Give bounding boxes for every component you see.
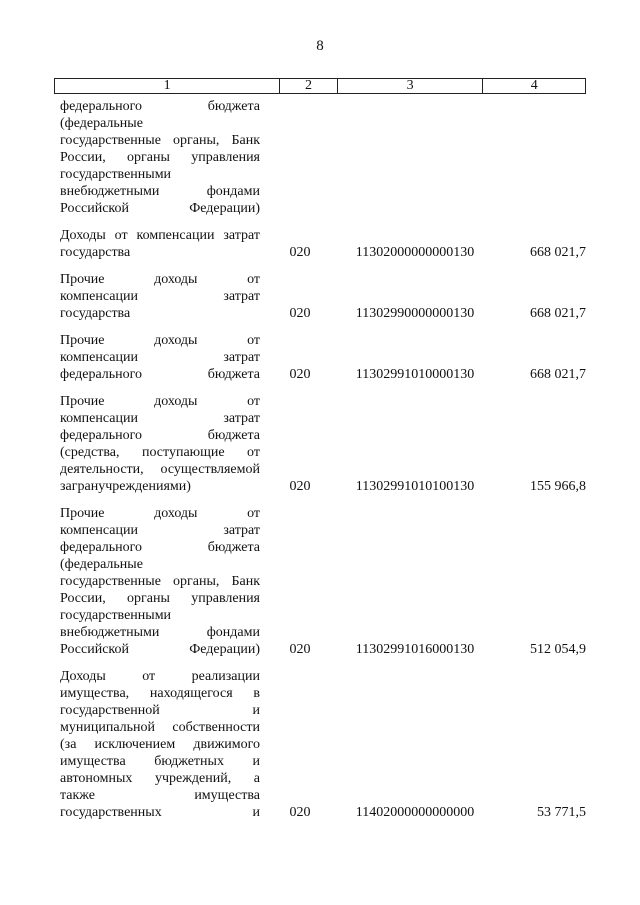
- row-amount: 155 966,8: [530, 479, 586, 494]
- row-code: 020: [289, 479, 311, 494]
- description-line: Прочие доходы от: [60, 394, 260, 409]
- row-description: [60, 98, 260, 217]
- description-line: федерального бюджета: [60, 540, 260, 555]
- header-col-3: 3: [338, 79, 483, 93]
- row-description: [60, 393, 260, 495]
- description-line: (средства, поступающие от: [60, 445, 260, 460]
- row-budget-code: 11402000000000000: [355, 805, 475, 820]
- description-line: муниципальной собственности: [60, 720, 260, 735]
- row-amount: 53 771,5: [537, 805, 586, 820]
- description-line: Прочие доходы от: [60, 272, 260, 287]
- table-row: [60, 505, 588, 658]
- description-line: федерального бюджета: [60, 99, 260, 114]
- table-row: [60, 332, 588, 383]
- description-line: государства: [60, 245, 131, 260]
- row-budget-code: 11302000000000130: [355, 245, 475, 260]
- table-row: [60, 98, 588, 217]
- row-budget-code: 11302991010100130: [355, 479, 475, 494]
- row-code: 020: [289, 245, 311, 260]
- description-line: Российской Федерации): [60, 201, 260, 216]
- description-line: компенсации затрат: [60, 289, 260, 304]
- row-description: [60, 668, 260, 821]
- description-line: внебюджетными фондами: [60, 184, 260, 199]
- table-row: [60, 271, 588, 322]
- description-line: Российской Федерации): [60, 642, 260, 657]
- table-row: [60, 393, 588, 495]
- description-line: России, органы управления: [60, 150, 260, 165]
- description-line: государственными: [60, 608, 172, 623]
- header-col-2: 2: [280, 79, 338, 93]
- description-line: федерального бюджета: [60, 428, 260, 443]
- header-col-4: 4: [530, 78, 538, 93]
- description-line: Прочие доходы от: [60, 506, 260, 521]
- description-line: государства: [60, 306, 131, 321]
- description-line: компенсации затрат: [60, 350, 260, 365]
- row-code: 020: [289, 306, 311, 321]
- description-line: имущества, находящегося в: [60, 686, 260, 701]
- row-budget-code: 11302991016000130: [355, 642, 475, 657]
- description-line: государственные органы, Банк: [60, 133, 260, 148]
- row-amount: 668 021,7: [530, 367, 586, 382]
- description-line: деятельности, осуществляемой: [60, 462, 260, 477]
- row-budget-code: 11302991010000130: [355, 367, 475, 382]
- description-line: (федеральные: [60, 116, 143, 131]
- page-number: 8: [316, 38, 324, 54]
- row-amount: 668 021,7: [530, 306, 586, 321]
- table-body: [60, 98, 588, 831]
- table-row: [60, 668, 588, 821]
- description-line: России, органы управления: [60, 591, 260, 606]
- description-line: компенсации затрат: [60, 411, 260, 426]
- row-code: 020: [289, 367, 311, 382]
- row-amount: 668 021,7: [530, 245, 586, 260]
- row-description: [60, 332, 260, 383]
- description-line: автономных учреждений, а: [60, 771, 260, 786]
- row-description: [60, 271, 260, 322]
- description-line: имущества бюджетных и: [60, 754, 260, 769]
- description-line: компенсации затрат: [60, 523, 260, 538]
- description-line: (за исключением движимого: [60, 737, 260, 752]
- table-header: [54, 78, 586, 94]
- description-line: Доходы от реализации: [60, 669, 260, 684]
- header-col-1: 1: [55, 79, 280, 93]
- description-line: Прочие доходы от: [60, 333, 260, 348]
- row-description: [60, 227, 260, 261]
- row-code: 020: [289, 642, 311, 657]
- description-line: государственные органы, Банк: [60, 574, 260, 589]
- row-description: [60, 505, 260, 658]
- row-budget-code: 11302990000000130: [355, 306, 475, 321]
- description-line: государственной и: [60, 703, 260, 718]
- description-line: Доходы от компенсации затрат: [60, 228, 260, 243]
- description-line: загранучреждениями): [60, 479, 191, 494]
- description-line: (федеральные: [60, 557, 143, 572]
- description-line: государственных и: [60, 805, 260, 820]
- description-line: также имущества: [60, 788, 260, 803]
- description-line: федерального бюджета: [60, 367, 260, 382]
- row-code: 020: [289, 805, 311, 820]
- description-line: внебюджетными фондами: [60, 625, 260, 640]
- row-amount: 512 054,9: [530, 642, 586, 657]
- description-line: государственными: [60, 167, 172, 182]
- table-row: [60, 227, 588, 261]
